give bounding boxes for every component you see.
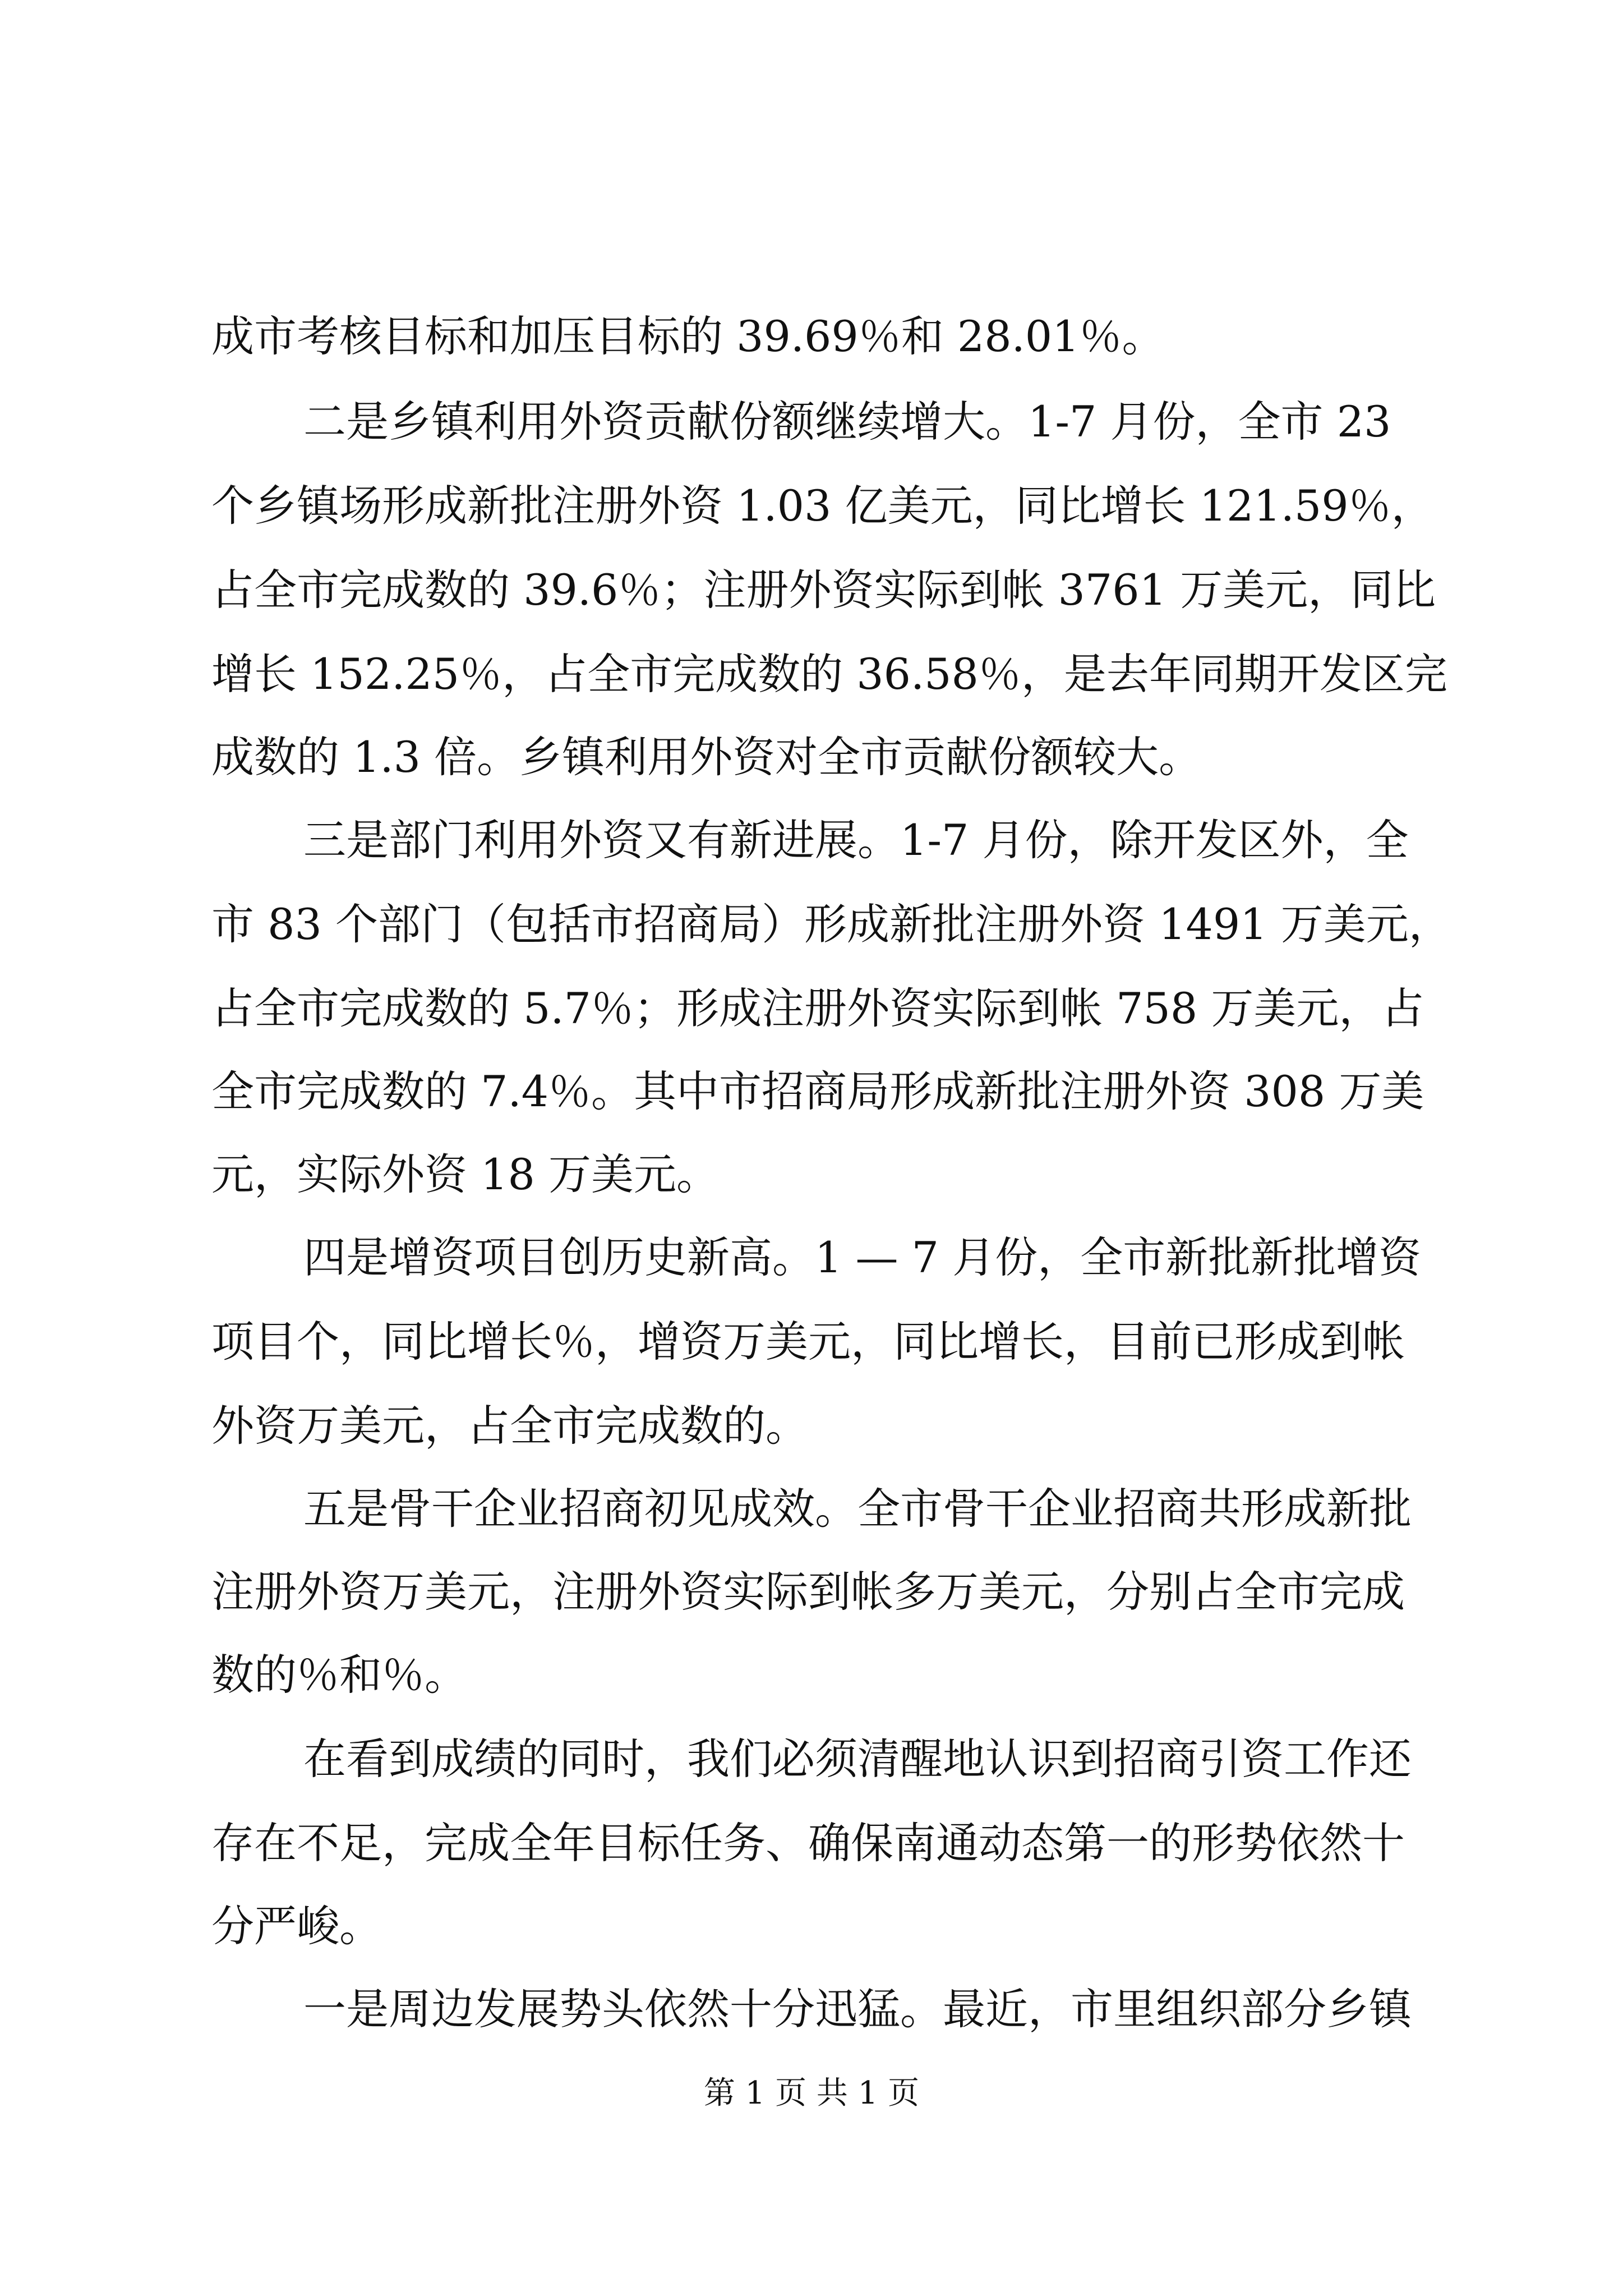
text-line-17: 数的％和％。 [211,1650,467,1700]
text-line-19: 存在不足，完成全年目标任务、确保南通动态第一的形势依然十 [211,1818,1405,1868]
text-line-6: 成数的 1.3 倍。乡镇利用外资对全市贡献份额较大。 [211,732,1202,782]
text-line-5: 增长 152.25％，占全市完成数的 36.58％，是去年同期开发区完 [211,649,1447,699]
text-line-2: 二是乡镇利用外资贡献份额继续增大。1-7 月份，全市 23 [303,397,1391,447]
text-line-7: 三是部门利用外资又有新进展。1-7 月份，除开发区外，全 [303,815,1409,865]
text-line-20: 分严峻。 [211,1901,382,1951]
text-line-21: 一是周边发展势头依然十分迅猛。最近，市里组织部分乡镇 [303,1984,1412,2034]
text-line-16: 注册外资万美元，注册外资实际到帐多万美元，分别占全市完成 [211,1567,1405,1617]
text-line-3: 个乡镇场形成新批注册外资 1.03 亿美元，同比增长 121.59％， [211,481,1434,531]
text-line-12: 四是增资项目创历史新高。1 — 7 月份，全市新批新批增资 [303,1232,1422,1282]
text-line-1: 成市考核目标和加压目标的 39.69％和 28.01％。 [211,311,1165,361]
text-line-15: 五是骨干企业招商初见成效。全市骨干企业招商共形成新批 [303,1484,1412,1534]
text-line-11: 元，实际外资 18 万美元。 [211,1149,720,1199]
text-line-9: 占全市完成数的 5.7％；形成注册外资实际到帐 758 万美元，占 [211,983,1424,1033]
text-line-8: 市 83 个部门（包括市招商局）形成新批注册外资 1491 万美元， [211,899,1451,949]
text-line-4: 占全市完成数的 39.6％；注册外资实际到帐 3761 万美元，同比 [211,565,1436,615]
text-line-18: 在看到成绩的同时，我们必须清醒地认识到招商引资工作还 [303,1734,1412,1784]
page-footer: 第 1 页 共 1 页 [703,2075,920,2111]
text-line-14: 外资万美元，占全市完成数的。 [211,1401,808,1451]
text-line-13: 项目个，同比增长％，增资万美元，同比增长，目前已形成到帐 [211,1317,1405,1366]
text-line-10: 全市完成数的 7.4％。其中市招商局形成新批注册外资 308 万美 [211,1066,1424,1116]
